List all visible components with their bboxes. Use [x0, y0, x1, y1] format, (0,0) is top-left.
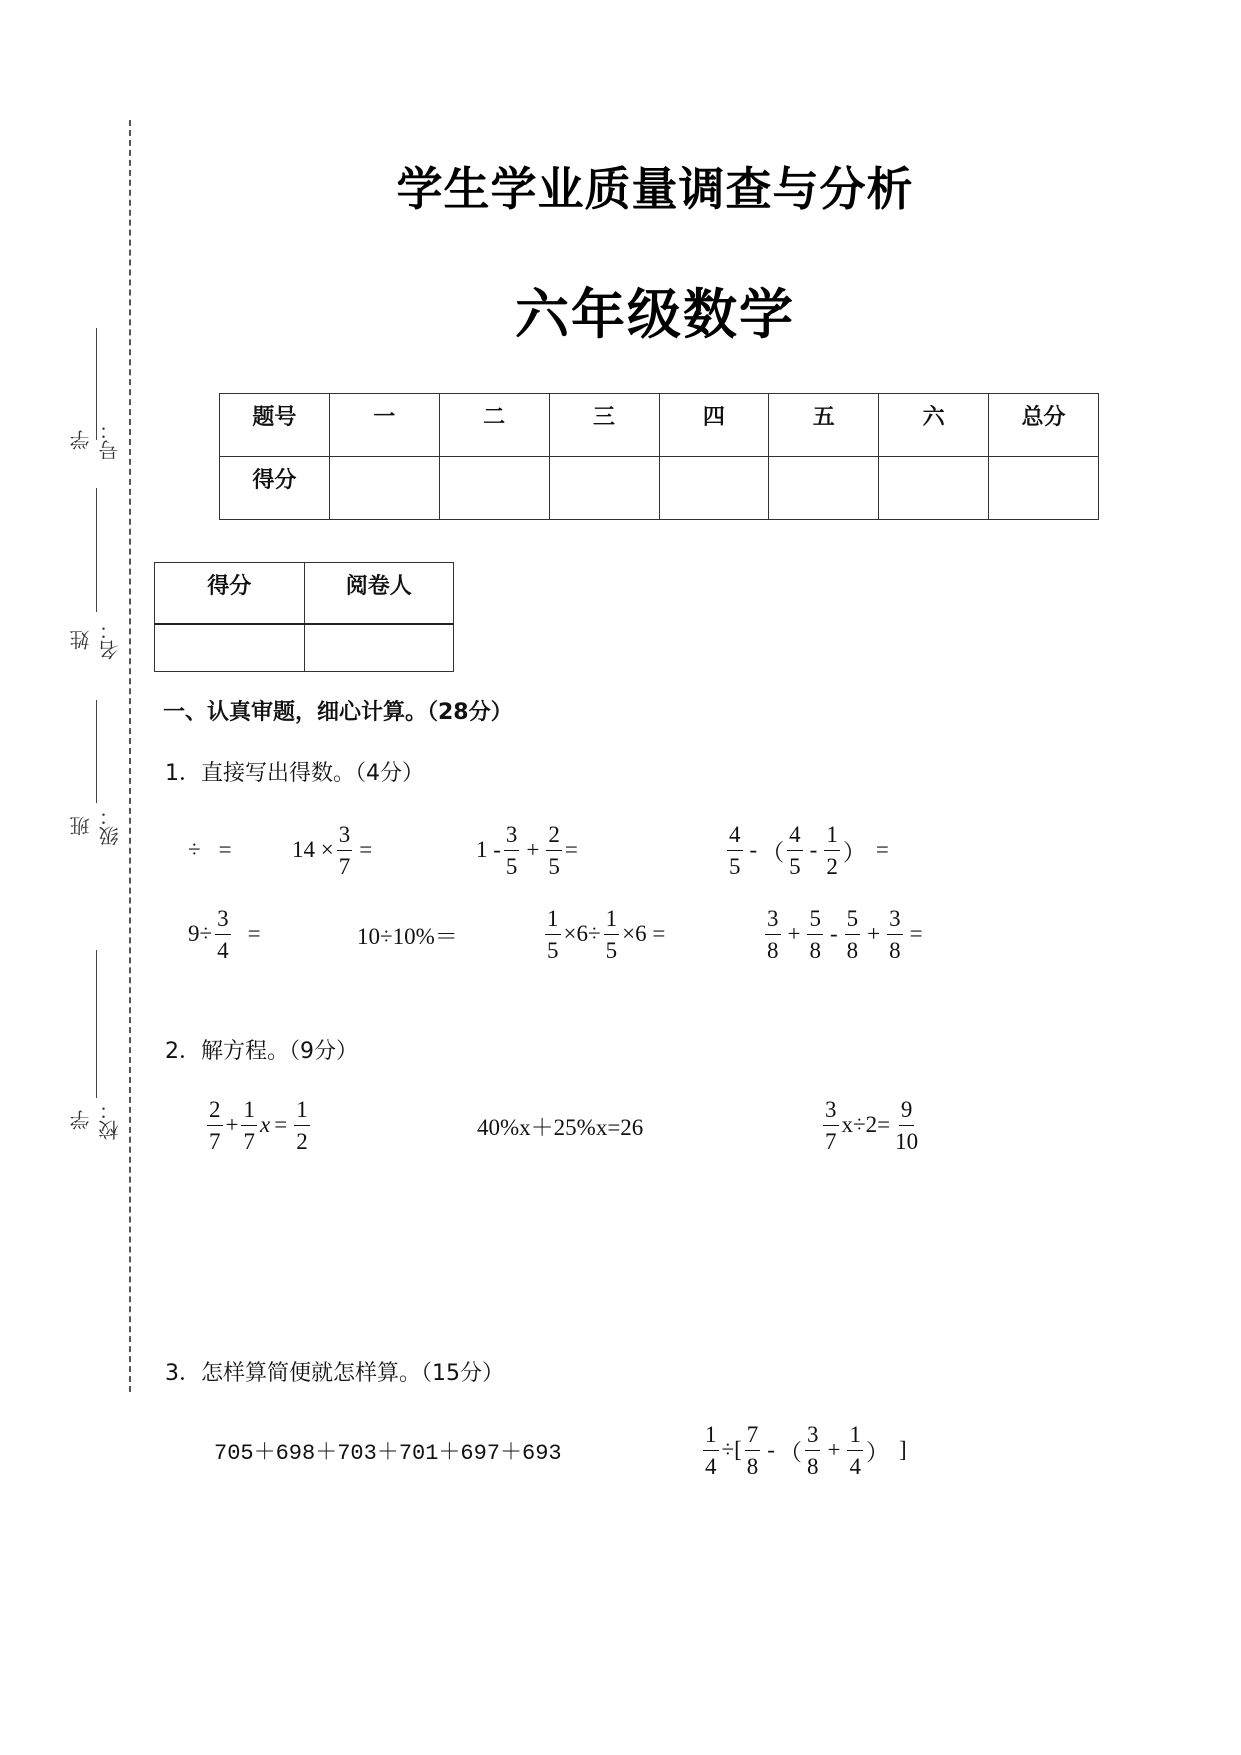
name-label: 姓名： [69, 620, 122, 660]
grader-header-score: 得分 [155, 563, 305, 625]
class-label: 班级： [69, 806, 122, 846]
minus-sign: - [829, 921, 838, 946]
q1-expr-2 [292, 818, 376, 882]
class-blank[interactable] [96, 700, 97, 803]
score-cell-2[interactable] [439, 457, 549, 520]
divide-sign: ÷ [188, 837, 201, 862]
q2-equation-2 [477, 1093, 643, 1157]
expr-prefix: 14 × [292, 837, 334, 862]
expr-text: 40%x＋25%x=26 [477, 1114, 644, 1140]
expr-suffix: ×6 = [622, 921, 666, 946]
q2-title: 2．解方程。（9分） [165, 1039, 358, 1064]
q1-expr-8 [762, 902, 927, 966]
fraction: $\frac{2}{7}$ [209, 1096, 221, 1154]
school-label: 学校： [69, 1100, 122, 1140]
equals-sign: = [247, 921, 261, 946]
equals-sign: = [564, 837, 578, 862]
q2-equation-3 [820, 1093, 923, 1157]
fraction: $\frac{3}{8}$ [806, 1421, 819, 1479]
expr-prefix: 1 - [476, 837, 501, 862]
score-table [219, 393, 1099, 520]
header-question-number: 题号 [220, 394, 330, 457]
fraction: $\frac{1}{4}$ [705, 1421, 717, 1479]
header-part-6: 六 [879, 394, 989, 457]
fraction: $\frac{1}{2}$ [296, 1096, 308, 1154]
plus-sign: + [827, 1437, 841, 1462]
fraction: $\frac{1}{5}$ [547, 905, 559, 963]
grader-table-header-row [155, 563, 454, 625]
equals-sign: = [875, 837, 889, 862]
header-part-2: 二 [439, 394, 549, 457]
score-cell-total[interactable] [989, 457, 1099, 520]
fraction: $\frac{1}{5}$ [605, 905, 618, 963]
exam-title: 学生学业质量调查与分析 [396, 162, 914, 216]
fraction: $\frac{3}{8}$ [889, 905, 901, 963]
expr-prefix: 9÷ [188, 921, 213, 946]
fraction: $\frac{9}{10}$ [895, 1096, 919, 1154]
expr-middle: x÷2= [841, 1112, 891, 1137]
fraction: $\frac{3}{4}$ [217, 905, 229, 963]
exam-subtitle: 六年级数学 [515, 283, 795, 346]
fraction: $\frac{7}{8}$ [746, 1421, 759, 1479]
score-cell-3[interactable] [549, 457, 659, 520]
grader-name-cell[interactable] [304, 624, 454, 672]
expr-text: 705＋698＋703＋701＋697＋693 [214, 1440, 562, 1466]
fraction: $\frac{3}{7}$ [825, 1096, 837, 1154]
q3-title: 3．怎样算简便就怎样算。（15分） [165, 1361, 504, 1386]
score-cell-4[interactable] [659, 457, 769, 520]
plus-sign: + [225, 1112, 239, 1137]
fraction: $\frac{1}{2}$ [826, 821, 838, 879]
fraction: $\frac{3}{7}$ [338, 821, 351, 879]
grader-header-grader: 阅卷人 [304, 563, 454, 625]
school-blank[interactable] [96, 950, 97, 1098]
expr-text: 10÷10%＝ [357, 923, 458, 949]
q1-expr-5 [188, 902, 265, 966]
left-paren: （ [778, 1439, 802, 1465]
q3-expr-2 [700, 1418, 907, 1482]
right-paren: ） [842, 839, 866, 865]
grader-table-value-row [155, 624, 454, 672]
plus-sign: + [526, 837, 540, 862]
equals-sign: = [274, 1112, 288, 1137]
fraction: $\frac{3}{5}$ [505, 821, 518, 879]
q3-expr-1 [214, 1418, 562, 1482]
score-table-header-row [220, 394, 1099, 457]
score-cell-5[interactable] [769, 457, 879, 520]
equals-sign: = [909, 921, 923, 946]
grader-table [154, 562, 454, 672]
minus-sign: - [809, 837, 818, 862]
fraction: $\frac{4}{5}$ [789, 821, 801, 879]
fraction: $\frac{3}{8}$ [767, 905, 779, 963]
q2-equation-1 [204, 1093, 313, 1157]
q1-expr-3 [476, 818, 578, 882]
variable-x: x [259, 1112, 271, 1137]
fraction: $\frac{1}{4}$ [849, 1421, 861, 1479]
expr-middle: ÷[ [721, 1437, 742, 1462]
minus-sign: - [767, 1437, 775, 1462]
minus-sign: - [749, 837, 758, 862]
score-row-label: 得分 [220, 457, 330, 520]
score-table-score-row [220, 457, 1099, 520]
plus-sign: + [867, 921, 881, 946]
q1-expr-1 [188, 818, 236, 882]
name-blank[interactable] [96, 488, 97, 612]
header-part-4: 四 [659, 394, 769, 457]
header-part-1: 一 [329, 394, 439, 457]
student-id-label: 学号： [69, 420, 122, 460]
header-total: 总分 [989, 394, 1099, 457]
q1-expr-4 [724, 818, 893, 882]
q1-title: 1．直接写出得数。（4分） [165, 761, 424, 786]
q1-expr-6 [357, 902, 458, 966]
equals-sign: = [359, 837, 373, 862]
grader-score-cell[interactable] [155, 624, 305, 672]
right-paren: ） [865, 1439, 889, 1465]
header-part-5: 五 [769, 394, 879, 457]
fraction: $\frac{4}{5}$ [729, 821, 741, 879]
fraction: $\frac{1}{7}$ [243, 1096, 255, 1154]
plus-sign: + [787, 921, 801, 946]
fraction: $\frac{2}{5}$ [548, 821, 560, 879]
equals-sign: = [218, 837, 232, 862]
q1-expr-7 [542, 902, 665, 966]
expr-middle: ×6÷ [563, 921, 601, 946]
section-1-title: 一、认真审题，细心计算。（28分） [163, 700, 513, 725]
fraction: $\frac{5}{8}$ [809, 905, 821, 963]
left-paren: （ [761, 839, 785, 865]
score-cell-1[interactable] [329, 457, 439, 520]
fraction: $\frac{5}{8}$ [846, 905, 859, 963]
right-bracket: ] [898, 1437, 907, 1462]
score-cell-6[interactable] [879, 457, 989, 520]
header-part-3: 三 [549, 394, 659, 457]
